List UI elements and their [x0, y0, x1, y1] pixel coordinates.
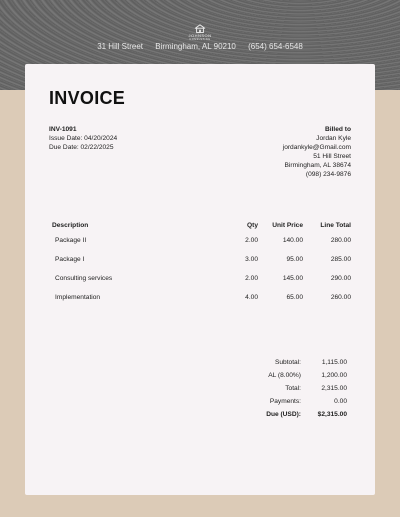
row-qty: 2.00 [245, 275, 258, 282]
invoice-title: INVOICE [49, 88, 126, 108]
row-line-total: 290.00 [330, 275, 351, 282]
company-phone: (654) 654-6548 [248, 42, 303, 51]
company-city: Birmingham, AL 90210 [155, 42, 236, 51]
row-unit-price: 65.00 [286, 294, 303, 301]
total-value: 2,315.00 [321, 385, 347, 392]
table-row [49, 288, 351, 307]
client-phone: (098) 234-9876 [305, 171, 351, 178]
issue-date: Issue Date: 04/20/2024 [49, 135, 118, 142]
brand-name: JOHNSON [188, 33, 212, 38]
invoice-paper [25, 64, 375, 495]
row-line-total: 285.00 [330, 256, 351, 263]
brand-tagline: CONSULTING [189, 38, 211, 41]
billed-to-label: Billed to [324, 126, 351, 133]
header-unit-price: Unit Price [272, 221, 303, 229]
subtotal-label: Subtotal: [274, 359, 301, 366]
invoice-number: INV-1091 [49, 126, 77, 133]
row-unit-price: 145.00 [282, 275, 303, 282]
payments-value: 0.00 [334, 398, 347, 405]
row-unit-price: 95.00 [286, 256, 303, 263]
due-date: Due Date: 02/22/2025 [49, 144, 114, 151]
row-description: Consulting services [55, 275, 113, 282]
invoice-details [49, 125, 117, 152]
company-logo [0, 24, 400, 41]
subtotal-value: 1,115.00 [321, 359, 347, 366]
row-qty: 3.00 [245, 256, 258, 263]
table-row [49, 269, 351, 288]
row-description: Package II [55, 237, 87, 244]
row-description: Implementation [55, 294, 101, 301]
tax-label: AL (8.00%) [268, 372, 301, 379]
table-row [49, 250, 351, 269]
table-header-row [49, 219, 351, 231]
company-address: 31 Hill Street [97, 42, 143, 51]
header-qty: Qty [247, 221, 258, 229]
amount-due-label: Due (USD): [266, 411, 301, 418]
row-qty: 2.00 [245, 237, 258, 244]
amount-due-row [181, 408, 347, 421]
header-description: Description [52, 221, 89, 229]
client-name: Jordan Kyle [316, 135, 351, 142]
house-icon [194, 24, 206, 33]
total-row [181, 382, 347, 395]
row-unit-price: 140.00 [282, 237, 303, 244]
header-line-total: Line Total [320, 221, 351, 229]
row-line-total: 280.00 [330, 237, 351, 244]
subtotal-row [181, 356, 347, 369]
row-description: Package I [55, 256, 85, 263]
company-contact [0, 42, 400, 51]
billed-to [283, 125, 351, 179]
totals-section [181, 356, 347, 421]
tax-value: 1,200.00 [321, 372, 347, 379]
tax-row [181, 369, 347, 382]
total-label: Total: [285, 385, 301, 392]
line-items-table [49, 219, 351, 307]
table-row [49, 231, 351, 250]
row-line-total: 260.00 [330, 294, 351, 301]
client-email: jordankyle@Gmail.com [282, 144, 351, 151]
payments-row [181, 395, 347, 408]
client-street: 51 Hill Street [313, 153, 351, 160]
client-city: Birmingham, AL 38674 [284, 162, 351, 169]
amount-due-value: $2,315.00 [317, 411, 347, 418]
payments-label: Payments: [269, 398, 301, 405]
row-qty: 4.00 [245, 294, 258, 301]
